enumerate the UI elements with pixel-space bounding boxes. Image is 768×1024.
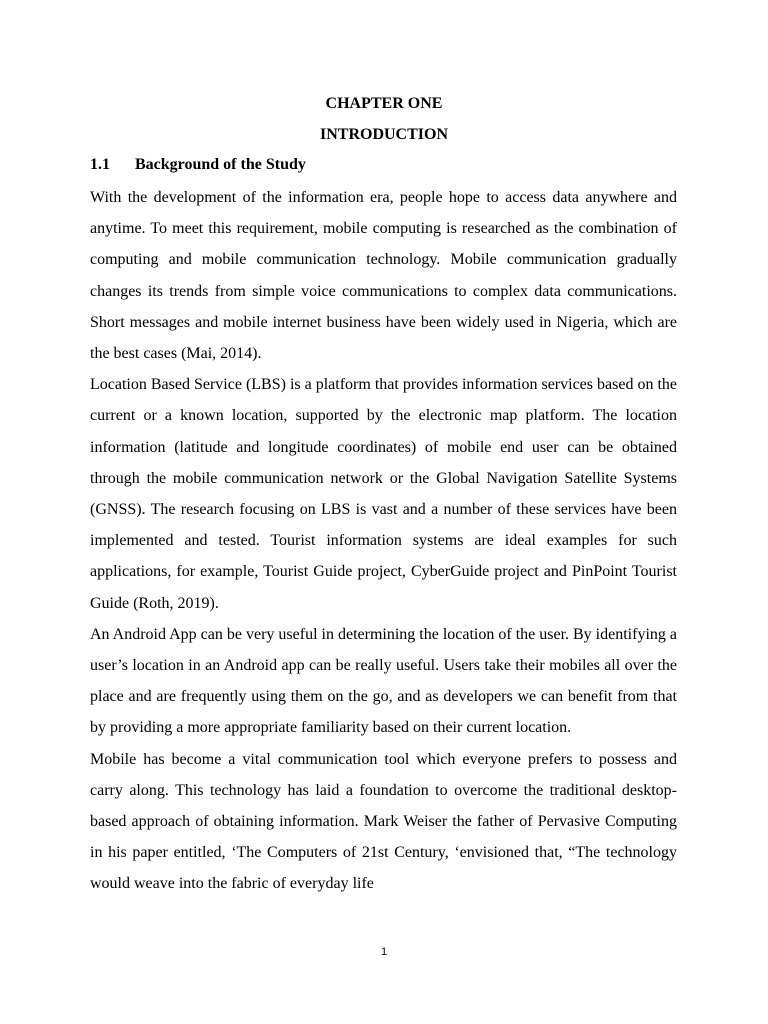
paragraph-3: An Android App can be very useful in determining the location of the user. By identifying a user’s location in an Android app can be really useful. Users take their mobiles all over the place and are frequently using them on the go, and as developers we can benefit from that by providing a more appropriate familiarity based on their current location. xyxy=(90,625,677,737)
paragraph-2: Location Based Service (LBS) is a platform that provides information services based on the current or a known location, supported by the electronic map platform. The location information (latitude and longitude coordinates) of mobile end user can be obtained through the mobile communication network or the Global Navigation Satellite Systems (GNSS). The research focusing on LBS is vast and a number of these services have been implemented and tested. Tourist information systems are ideal examples for such applications, for example, Tourist Guide project, CyberGuide project and PinPoint Tourist Guide (Roth, 2019). xyxy=(90,376,677,612)
paragraph-4: Mobile has become a vital communication tool which everyone prefers to possess and carry along. This technology has laid a foundation to overcome the traditional desktop-based approach of obtaining information. Mark Weiser the father of Pervasive Computing in his paper entitled, ‘The Computers of 21st Century, ‘envisioned that, “The technology would weave into the fabric of everyday life xyxy=(90,750,677,893)
paragraph-1: With the development of the information era, people hope to access data anywhere and anytime. To meet this requirement, mobile computing is researched as the combination of computing and mobile communication technology. Mobile communication gradually changes its trends from simple voice communications to complex data communications. Short messages and mobile internet business have been widely used in Nigeria, which are the best cases (Mai, 2014). xyxy=(90,189,677,363)
section-number: 1.1 xyxy=(90,156,110,173)
section-heading xyxy=(90,155,306,175)
page-number: 1 xyxy=(380,946,388,958)
body-text xyxy=(90,182,677,900)
chapter-title: INTRODUCTION xyxy=(319,126,448,143)
chapter-label: CHAPTER ONE xyxy=(325,95,443,112)
section-title: Background of the Study xyxy=(135,156,306,173)
